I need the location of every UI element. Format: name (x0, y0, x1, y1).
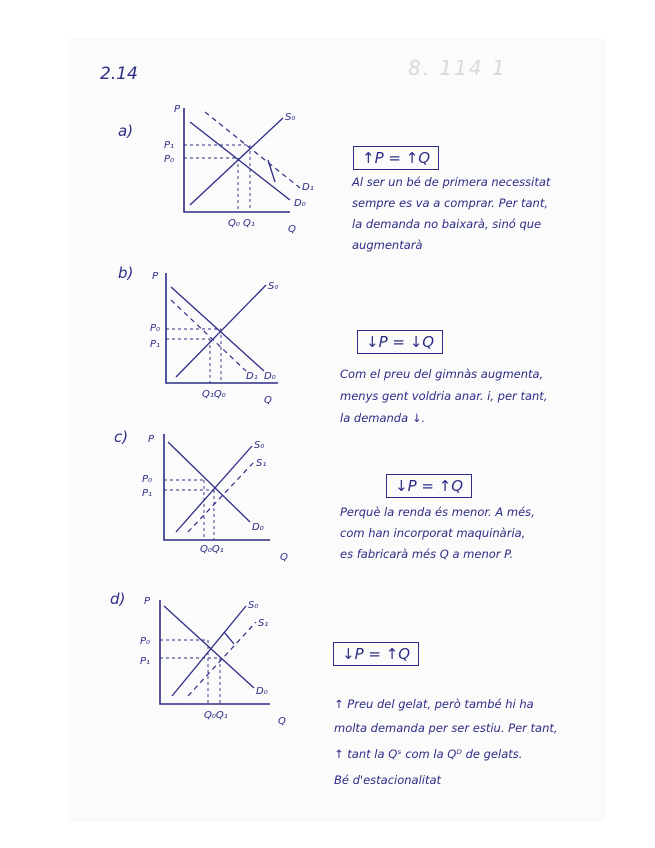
graph-c-supply-s1 (188, 462, 254, 532)
note-a-1: Al ser un bé de primera necessitat (352, 175, 551, 189)
graph-d-label-s1: S₁ (258, 618, 269, 629)
graph-c-supply-s0 (176, 446, 252, 532)
graph-a-axis-p: P (174, 104, 181, 115)
note-d-3: ↑ tant la Qˢ com la Qᴰ de gelats. (334, 747, 523, 761)
graph-a (160, 100, 314, 240)
faded-header-text: 8. 114 1 (408, 56, 507, 80)
graph-c-label-s1: S₁ (256, 458, 267, 469)
graph-b-label-q: Q₁Q₀ (202, 389, 226, 400)
note-a-4: augmentarà (352, 238, 423, 252)
note-b-2: menys gent voldria anar. i, per tant, (340, 389, 548, 403)
graph-d-label-q: Q₀Q₁ (204, 710, 228, 721)
note-d-4: Bé d'estacionalitat (334, 773, 442, 787)
graph-b-axis-p: P (152, 271, 159, 282)
graph-b-label-p1: P₁ (150, 339, 161, 350)
note-c-1: Perquè la renda és menor. A més, (340, 505, 535, 519)
result-box-a: ↑P = ↑Q (353, 146, 439, 170)
graph-a-label-p1: P₁ (164, 140, 175, 151)
note-d-2: molta demanda per ser estiu. Per tant, (334, 721, 558, 735)
graph-d-axis-p: P (144, 596, 151, 607)
note-c-2: com han incorporat maquinària, (340, 526, 526, 540)
graph-c-label-q: Q₀Q₁ (200, 544, 224, 555)
graph-d-label-d0: D₀ (256, 686, 268, 697)
graph-c (140, 428, 290, 568)
graph-b (146, 265, 296, 405)
graph-b-demand-d1 (171, 300, 246, 371)
graph-a-shift-arrow (268, 160, 275, 182)
result-box-d: ↓P = ↑Q (333, 642, 419, 666)
note-d-1: ↑ Preu del gelat, però també hi ha (334, 697, 534, 711)
graph-a-label-q: Q₀ Q₁ (228, 218, 255, 229)
graph-d-axis-q: Q (278, 716, 286, 727)
graph-d-label-p0: P₀ (140, 636, 151, 647)
graph-d-demand-d0 (164, 606, 254, 688)
part-label-c: c) (114, 428, 129, 446)
graph-c-axis-q: Q (280, 552, 288, 563)
part-label-b: b) (118, 264, 134, 282)
graph-d-shift-arrow (224, 632, 234, 644)
result-box-b: ↓P = ↓Q (357, 330, 443, 354)
graph-c-label-p1: P₁ (142, 488, 153, 499)
graph-a-demand-d1 (205, 112, 300, 188)
note-b-3: la demanda ↓. (340, 411, 426, 425)
graph-d-label-s0: S₀ (248, 600, 259, 611)
problem-number: 2.14 (100, 64, 138, 84)
note-b-1: Com el preu del gimnàs augmenta, (340, 367, 544, 381)
part-label-a: a) (118, 122, 134, 140)
graph-b-label-s0: S₀ (268, 281, 279, 292)
graph-c-axis-p: P (148, 434, 155, 445)
graph-d (138, 592, 293, 732)
note-c-3: es fabricarà més Q a menor P. (340, 547, 514, 561)
graph-a-label-s0: S₀ (285, 112, 296, 123)
graph-a-axis-q: Q (288, 224, 296, 235)
graph-c-label-d0: D₀ (252, 522, 264, 533)
graph-a-label-d0: D₀ (294, 198, 306, 209)
part-label-d: d) (110, 590, 126, 608)
graph-b-label-d1: D₁ (246, 371, 258, 382)
graph-c-label-s0: S₀ (254, 440, 265, 451)
graph-b-axis-q: Q (264, 395, 272, 406)
graph-c-label-p0: P₀ (142, 474, 153, 485)
graph-b-label-d0: D₀ (264, 371, 276, 382)
note-a-3: la demanda no baixarà, sinó que (352, 217, 542, 231)
result-box-c: ↓P = ↑Q (386, 474, 472, 498)
graph-d-supply-s0 (172, 606, 246, 696)
graph-d-label-p1: P₁ (140, 656, 151, 667)
graph-a-label-p0: P₀ (164, 154, 175, 165)
graph-b-label-p0: P₀ (150, 323, 161, 334)
graph-a-label-d1: D₁ (302, 182, 314, 193)
note-a-2: sempre es va a comprar. Per tant, (352, 196, 548, 210)
graph-a-demand-d0 (190, 122, 290, 200)
